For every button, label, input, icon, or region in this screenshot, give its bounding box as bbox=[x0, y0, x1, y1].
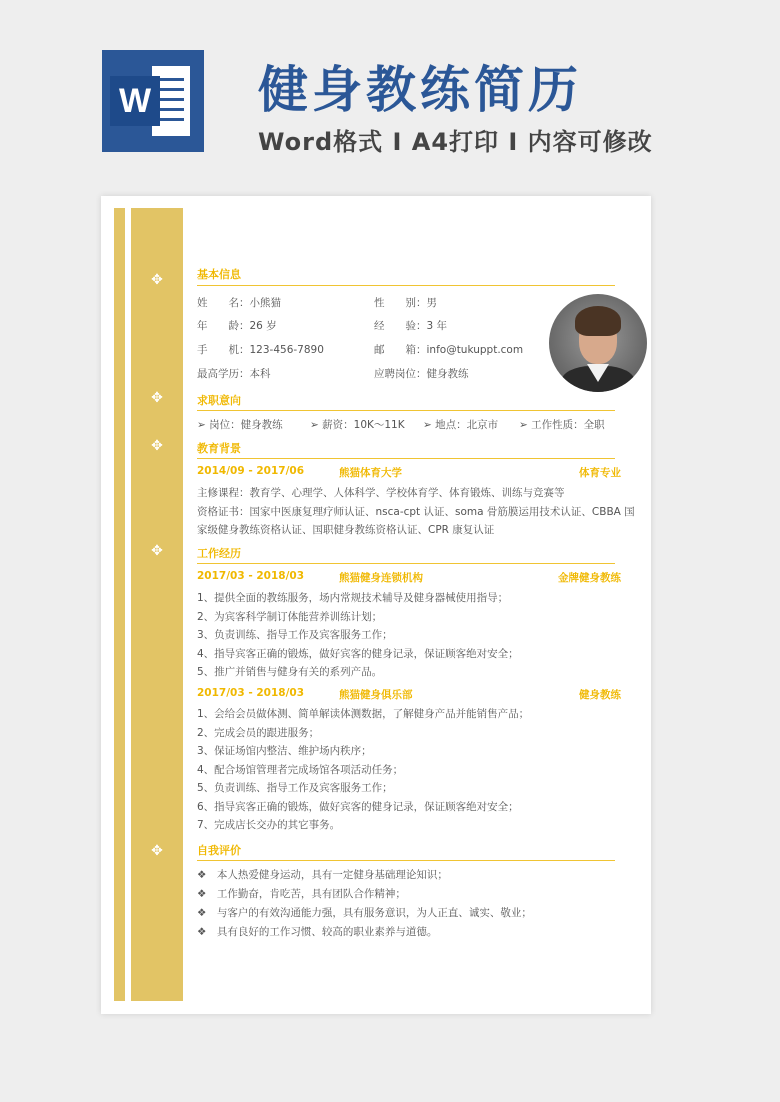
self-eval-item: ❖ 具有良好的工作习惯、较高的职业素养与道德。 bbox=[197, 926, 438, 938]
work-duty: 5、负责训练、指导工作及宾客服务工作； bbox=[197, 782, 393, 794]
deco-icon: ✥ bbox=[151, 272, 163, 288]
section-divider bbox=[197, 860, 615, 861]
word-doc-icon bbox=[102, 50, 204, 152]
work-duty: 4、配合场馆管理者完成场馆各项活动任务； bbox=[197, 764, 404, 776]
work-duty: 5、推广并销售与健身有关的系列产品。 bbox=[197, 666, 383, 678]
section-divider bbox=[197, 458, 615, 459]
intent-job: ➢ 岗位：健身教练 bbox=[197, 419, 283, 431]
section-divider bbox=[197, 410, 615, 411]
deco-icon: ✥ bbox=[151, 843, 163, 859]
banner-subtitle: Word格式 I A4打印 I 内容可修改 bbox=[258, 128, 653, 156]
edu-period: 2014/09 - 2017/06 bbox=[197, 465, 305, 477]
work-duty: 2、为宾客科学制订体能营养训练计划； bbox=[197, 611, 383, 623]
work-duty: 2、完成会员的跟进服务； bbox=[197, 727, 320, 739]
edu-cert-line: 家级健身教练资格认证、国职健身教练资格认证、CPR 康复认证 bbox=[197, 524, 495, 536]
intent-salary: ➢ 薪资：10K～11K bbox=[310, 419, 405, 431]
section-divider bbox=[197, 563, 615, 564]
work-duty: 6、指导宾客正确的锻炼，做好宾客的健身记录，保证顾客绝对安全； bbox=[197, 801, 519, 813]
work-duty: 7、完成店长交办的其它事务。 bbox=[197, 819, 341, 831]
name-field: 姓 名：小熊猫 bbox=[197, 297, 281, 309]
resume-page bbox=[101, 196, 651, 1014]
banner-title: 健身教练简历 bbox=[258, 61, 582, 119]
deco-icon: ✥ bbox=[151, 390, 163, 406]
work-role: 健身教练 bbox=[579, 689, 621, 701]
work-period: 2017/03 - 2018/03 bbox=[197, 687, 305, 699]
phone-field: 手 机：123-456-7890 bbox=[197, 344, 324, 356]
section-divider bbox=[197, 285, 615, 286]
work-company: 熊猫健身连锁机构 bbox=[339, 572, 423, 584]
work-period: 2017/03 - 2018/03 bbox=[197, 570, 305, 582]
self-eval-item: ❖ 与客户的有效沟通能力强，具有服务意识，为人正直、诚实、敬业； bbox=[197, 907, 532, 919]
section-title-basic: 基本信息 bbox=[197, 268, 241, 281]
side-bar-thin bbox=[114, 208, 125, 1001]
work-company: 熊猫健身俱乐部 bbox=[339, 689, 413, 701]
self-eval-item: ❖ 工作勤奋，肯吃苦，具有团队合作精神； bbox=[197, 888, 406, 900]
degree-field: 最高学历：本科 bbox=[197, 368, 271, 380]
profile-photo bbox=[549, 294, 647, 392]
section-title-intent: 求职意向 bbox=[197, 394, 241, 407]
section-title-education: 教育背景 bbox=[197, 442, 241, 455]
email-field: 邮 箱：info@tukuppt.com bbox=[374, 344, 524, 356]
position-field: 应聘岗位：健身教练 bbox=[374, 368, 469, 380]
edu-courses: 主修课程：教育学、心理学、人体科学、学校体育学、体育锻炼、训练与竞赛等 bbox=[197, 487, 565, 499]
word-letter: W bbox=[110, 76, 160, 126]
work-duty: 1、会给会员做体测、简单解读体测数据，了解健身产品并能销售产品； bbox=[197, 708, 530, 720]
intent-location: ➢ 地点：北京市 bbox=[423, 419, 499, 431]
intent-nature: ➢ 工作性质：全职 bbox=[519, 419, 605, 431]
edu-cert-line: 资格证书：国家中医康复理疗师认证、nsca-cpt 认证、soma 骨筋膜运用技术认证、CBBA 国 bbox=[197, 506, 635, 518]
work-duty: 3、保证场馆内整洁、维护场内秩序； bbox=[197, 745, 372, 757]
work-duty: 4、指导宾客正确的锻炼，做好宾客的健身记录，保证顾客绝对安全； bbox=[197, 648, 519, 660]
deco-icon: ✥ bbox=[151, 438, 163, 454]
edu-school: 熊猫体育大学 bbox=[339, 467, 402, 479]
work-role: 金牌健身教练 bbox=[558, 572, 621, 584]
work-duty: 3、负责训练、指导工作及宾客服务工作； bbox=[197, 629, 393, 641]
section-title-work: 工作经历 bbox=[197, 547, 241, 560]
gender-field: 性 别：男 bbox=[374, 297, 437, 309]
deco-icon: ✥ bbox=[151, 543, 163, 559]
self-eval-item: ❖ 本人热爱健身运动，具有一定健身基础理论知识； bbox=[197, 869, 448, 881]
section-title-self: 自我评价 bbox=[197, 844, 241, 857]
experience-field: 经 验：3 年 bbox=[374, 320, 448, 332]
work-duty: 1、提供全面的教练服务，场内常规技术辅导及健身器械使用指导； bbox=[197, 592, 509, 604]
age-field: 年 龄：26 岁 bbox=[197, 320, 277, 332]
side-bar-wide bbox=[131, 208, 183, 1001]
edu-major: 体育专业 bbox=[579, 467, 621, 479]
